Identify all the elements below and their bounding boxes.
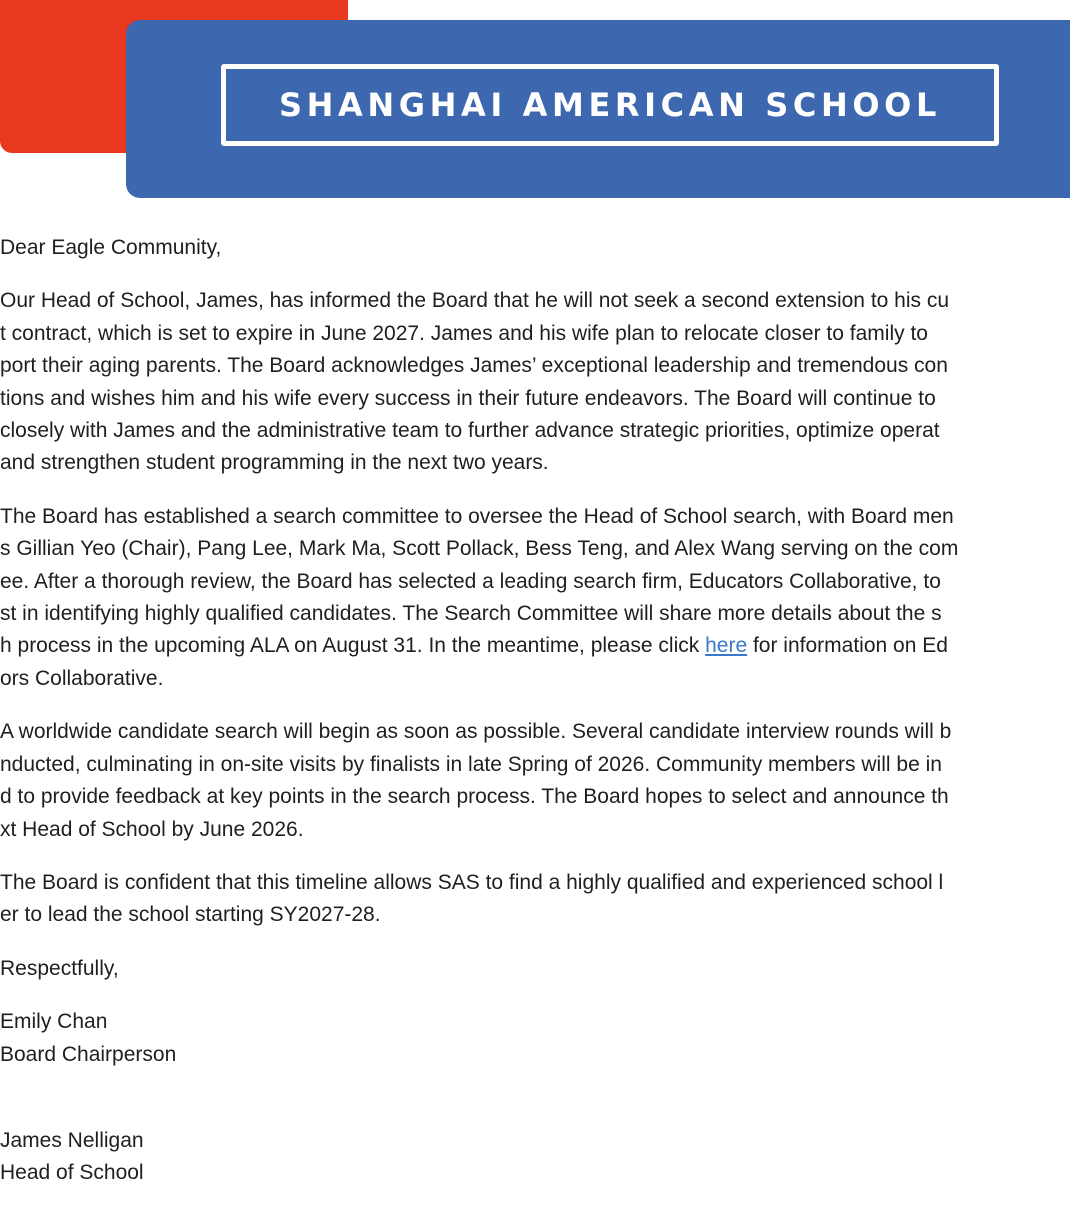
here-link[interactable]: here [705, 634, 748, 658]
text-line: A worldwide candidate search will begin as soon as possible. Several candidate interview rounds will b [0, 720, 952, 744]
text-line: ors Collaborative. [0, 666, 164, 690]
text-line: nducted, culminating in on-site visits by finalists in late Spring of 2026. Community members will be in [0, 752, 942, 776]
text-line: Our Head of School, James, has informed the Board that he will not seek a second extension to his cu [0, 289, 950, 313]
signature-block-head [0, 1125, 1070, 1190]
text-line: and strengthen student programming in the next two years. [0, 451, 549, 475]
text-line: xt Head of School by June 2026. [0, 817, 304, 841]
text-segment: for information on Ed [747, 634, 948, 658]
signer-title: Board Chairperson [0, 1042, 177, 1066]
signer-name: Emily Chan [0, 1010, 108, 1034]
paragraph-3 [0, 716, 1070, 846]
closing: Respectfully, [0, 956, 119, 980]
text-line-with-link [0, 630, 1070, 662]
text-segment: h process in the upcoming ALA on August 31. In the meantime, please click [0, 634, 706, 658]
text-line: ee. After a thorough review, the Board has selected a leading search firm, Educators Collaborative, to [0, 569, 941, 593]
text-line: s Gillian Yeo (Chair), Pang Lee, Mark Ma, Scott Pollack, Bess Teng, and Alex Wang serving on the com [0, 537, 959, 561]
school-name-frame [221, 64, 999, 146]
letter-body [0, 232, 1070, 1190]
text-line: d to provide feedback at key points in the search process. The Board hopes to select and announce th [0, 785, 949, 809]
paragraph-4 [0, 867, 1070, 932]
signature-block-chair [0, 1006, 1070, 1071]
paragraph-1 [0, 285, 1070, 479]
text-line: port their aging parents. The Board acknowledges James’ exceptional leadership and tremendous con [0, 354, 948, 378]
text-line: closely with James and the administrative team to further advance strategic priorities, optimize operat [0, 419, 940, 443]
text-line: The Board has established a search committee to oversee the Head of School search, with Board men [0, 504, 954, 528]
text-line: er to lead the school starting SY2027-28. [0, 903, 381, 927]
text-line: tions and wishes him and his wife every success in their future endeavors. The Board will continue to [0, 386, 936, 410]
school-name: SHANGHAI AMERICAN SCHOOL [279, 86, 941, 124]
signer-title: Head of School [0, 1161, 144, 1185]
signer-name: James Nelligan [0, 1128, 144, 1152]
text-line: The Board is confident that this timeline allows SAS to find a highly qualified and experienced school l [0, 870, 944, 894]
paragraph-2 [0, 501, 1070, 695]
salutation: Dear Eagle Community, [0, 236, 222, 259]
text-line: t contract, which is set to expire in June 2027. James and his wife plan to relocate closer to family to [0, 321, 928, 345]
text-line: st in identifying highly qualified candidates. The Search Committee will share more details about the s [0, 602, 942, 626]
